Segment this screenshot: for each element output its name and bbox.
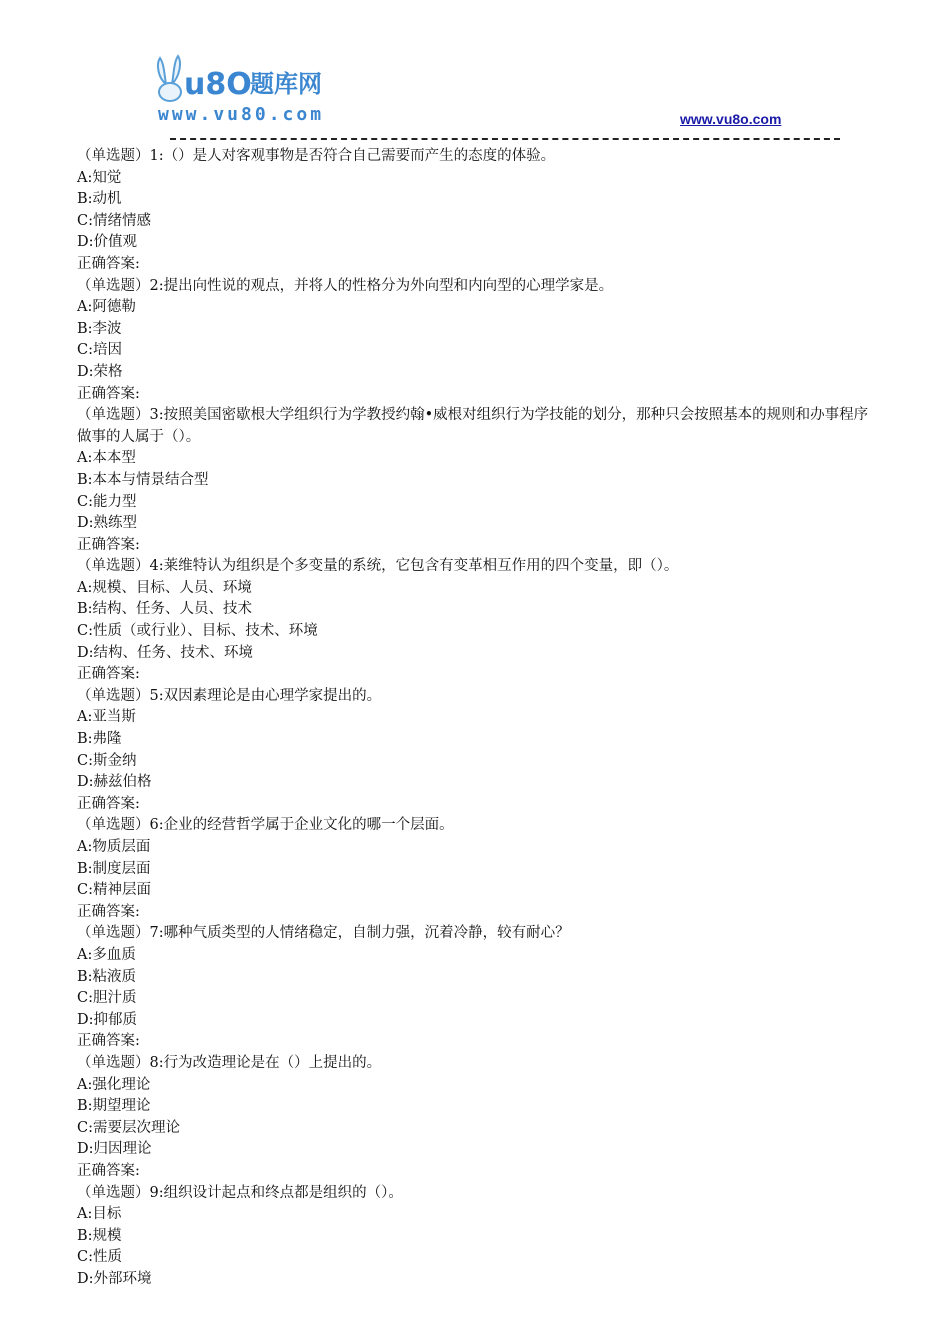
answer-option: A:物质层面	[77, 839, 151, 855]
answer-option: B:规模	[77, 1227, 122, 1244]
question-stem: （单选题）7:哪种气质类型的人情绪稳定，自制力强，沉着冷静，较有耐心？	[77, 925, 570, 942]
answer-option: D:归因理论	[77, 1141, 152, 1158]
answer-option: A:亚当斯	[77, 709, 136, 726]
answer-option: C:胆汁质	[77, 990, 137, 1007]
answer-option: A:本本型	[77, 450, 136, 467]
answer-option: B:动机	[77, 191, 122, 208]
answer-option: C:性质（或行业）、目标、技术、环境	[77, 623, 318, 640]
answer-option: B:本本与情景结合型	[77, 471, 209, 488]
logo-url: www.vu80.com	[158, 104, 325, 125]
answer-option: B:粘液质	[77, 968, 137, 985]
answer-option: C:斯金纳	[77, 752, 137, 769]
answer-option: D:荣格	[77, 363, 123, 380]
answer-option: B:制度层面	[77, 860, 151, 877]
question-stem: （单选题）1:（）是人对客观事物是否符合自己需要而产生的态度的体验。	[77, 148, 556, 164]
question-stem: （单选题）5:双因素理论是由心理学家提出的。	[77, 687, 382, 704]
divider	[170, 138, 840, 140]
answer-option: B:结构、任务、人员、技术	[77, 601, 253, 618]
correct-answer-label: 正确答案:	[77, 1033, 140, 1050]
correct-answer-label: 正确答案:	[77, 1162, 140, 1179]
answer-option: D:熟练型	[77, 515, 138, 532]
logo-text: u8O	[184, 67, 252, 102]
answer-option: C:能力型	[77, 493, 137, 510]
vu80-logo	[154, 54, 376, 126]
correct-answer-label: 正确答案:	[77, 255, 140, 272]
svg-text:题库网: 题库网	[250, 70, 322, 98]
answer-option: C:培因	[77, 342, 122, 359]
question-stem: （单选题）8:行为改造理论是在（）上提出的。	[77, 1054, 382, 1071]
question-stem: （单选题）2:提出向性说的观点，并将人的性格分为外向型和内向型的心理学家是。	[77, 277, 614, 294]
answer-option: D:赫兹伯格	[77, 774, 152, 791]
answer-option: C:需要层次理论	[77, 1119, 180, 1136]
answer-option: A:目标	[77, 1206, 122, 1223]
answer-option: B:弗隆	[77, 731, 122, 748]
correct-answer-label: 正确答案:	[77, 536, 140, 553]
answer-option: D:外部环境	[77, 1270, 152, 1287]
answer-option: D:抑郁质	[77, 1011, 138, 1028]
answer-option: A:强化理论	[77, 1076, 151, 1093]
question-stem: （单选题）9:组织设计起点和终点都是组织的（）。	[77, 1184, 403, 1201]
answer-option: B:期望理论	[77, 1098, 151, 1115]
question-stem: （单选题）4:莱维特认为组织是个多变量的系统，它包含有变革相互作用的四个变量，即（）。	[77, 558, 679, 575]
answer-option: D:结构、任务、技术、环境	[77, 644, 254, 661]
correct-answer-label: 正确答案:	[77, 385, 140, 402]
rabbit-icon	[158, 56, 181, 101]
answer-option: D:价值观	[77, 234, 138, 251]
answer-option: A:规模、目标、人员、环境	[77, 579, 252, 596]
answer-option: A:知觉	[77, 169, 122, 186]
correct-answer-label: 正确答案:	[77, 666, 140, 683]
answer-option: C:情绪情感	[77, 212, 151, 229]
question-stem: （单选题）3:按照美国密歇根大学组织行为学教授约翰•威根对组织行为学技能的划分，那种只会按照基本的规则和办事程序做事的人属于（）。	[77, 407, 869, 445]
correct-answer-label: 正确答案:	[77, 795, 140, 812]
answer-option: C:精神层面	[77, 882, 151, 899]
correct-answer-label: 正确答案:	[77, 903, 140, 920]
answer-option: B:李波	[77, 320, 122, 337]
answer-option: A:多血质	[77, 946, 136, 963]
answer-option: C:性质	[77, 1249, 122, 1266]
question-stem: （单选题）6:企业的经营哲学属于企业文化的哪一个层面。	[77, 817, 454, 834]
answer-option: A:阿德勒	[77, 299, 136, 316]
question-list	[77, 146, 877, 1290]
site-link[interactable]: www.vu8o.com	[680, 111, 782, 127]
